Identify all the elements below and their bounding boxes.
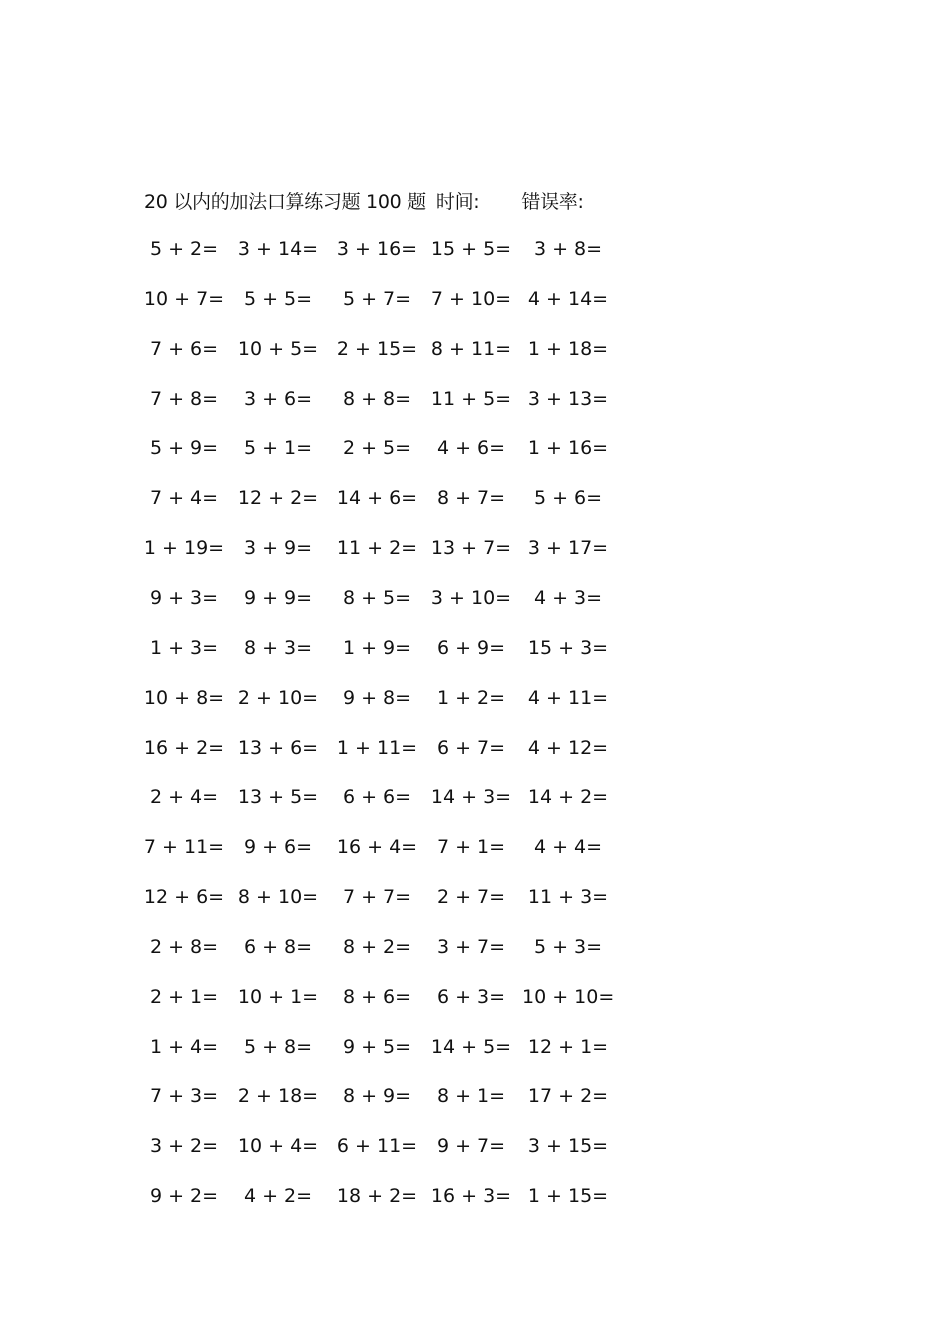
- problem-item: 1 + 19=: [143, 537, 225, 559]
- problem-item: 9 + 7=: [436, 1135, 506, 1157]
- problem-item: 5 + 5=: [243, 288, 313, 310]
- problem-item: 5 + 7=: [342, 288, 412, 310]
- problem-item: 7 + 4=: [149, 487, 219, 509]
- problem-item: 8 + 10=: [237, 886, 319, 908]
- problem-item: 6 + 6=: [342, 786, 412, 808]
- problem-item: 2 + 1=: [149, 986, 219, 1008]
- problem-item: 6 + 7=: [436, 737, 506, 759]
- problem-item: 6 + 3=: [436, 986, 506, 1008]
- problem-item: 13 + 7=: [430, 537, 512, 559]
- problem-item: 4 + 12=: [527, 737, 609, 759]
- problem-item: 11 + 2=: [336, 537, 418, 559]
- problem-item: 13 + 5=: [237, 786, 319, 808]
- problem-item: 14 + 6=: [336, 487, 418, 509]
- problem-item: 4 + 11=: [527, 687, 609, 709]
- problem-item: 10 + 1=: [237, 986, 319, 1008]
- problem-item: 12 + 6=: [143, 886, 225, 908]
- problem-item: 7 + 11=: [143, 836, 225, 858]
- problem-item: 12 + 1=: [527, 1036, 609, 1058]
- problem-item: 2 + 10=: [237, 687, 319, 709]
- problem-item: 1 + 4=: [149, 1036, 219, 1058]
- problem-item: 3 + 9=: [243, 537, 313, 559]
- problem-item: 3 + 14=: [237, 238, 319, 260]
- problem-item: 1 + 3=: [149, 637, 219, 659]
- problem-item: 3 + 13=: [527, 388, 609, 410]
- problem-item: 7 + 7=: [342, 886, 412, 908]
- problem-item: 9 + 2=: [149, 1185, 219, 1207]
- problem-item: 8 + 6=: [342, 986, 412, 1008]
- problem-item: 9 + 9=: [243, 587, 313, 609]
- problem-item: 2 + 8=: [149, 936, 219, 958]
- problem-item: 8 + 8=: [342, 388, 412, 410]
- problem-item: 3 + 2=: [149, 1135, 219, 1157]
- problem-item: 5 + 3=: [533, 936, 603, 958]
- problem-item: 3 + 15=: [527, 1135, 609, 1157]
- problem-item: 1 + 16=: [527, 437, 609, 459]
- problem-item: 14 + 5=: [430, 1036, 512, 1058]
- problem-item: 5 + 6=: [533, 487, 603, 509]
- problem-item: 15 + 3=: [527, 637, 609, 659]
- problem-item: 3 + 17=: [527, 537, 609, 559]
- problem-item: 3 + 16=: [336, 238, 418, 260]
- error-rate-label: 错误率:: [521, 190, 584, 213]
- problem-item: 10 + 5=: [237, 338, 319, 360]
- problem-item: 5 + 1=: [243, 437, 313, 459]
- problem-item: 7 + 1=: [436, 836, 506, 858]
- problem-item: 6 + 11=: [336, 1135, 418, 1157]
- problem-item: 8 + 1=: [436, 1085, 506, 1107]
- problem-item: 7 + 3=: [149, 1085, 219, 1107]
- problem-item: 7 + 6=: [149, 338, 219, 360]
- problem-item: 5 + 9=: [149, 437, 219, 459]
- problem-item: 10 + 4=: [237, 1135, 319, 1157]
- problem-item: 16 + 3=: [430, 1185, 512, 1207]
- problem-item: 10 + 7=: [143, 288, 225, 310]
- problem-item: 12 + 2=: [237, 487, 319, 509]
- problem-item: 7 + 8=: [149, 388, 219, 410]
- problem-item: 8 + 9=: [342, 1085, 412, 1107]
- problem-item: 5 + 2=: [149, 238, 219, 260]
- worksheet-title: 20 以内的加法口算练习题 100 题: [144, 190, 426, 213]
- problem-item: 4 + 14=: [527, 288, 609, 310]
- problem-item: 17 + 2=: [527, 1085, 609, 1107]
- problem-item: 11 + 3=: [527, 886, 609, 908]
- problem-item: 3 + 8=: [533, 238, 603, 260]
- problem-item: 4 + 3=: [533, 587, 603, 609]
- problem-item: 1 + 11=: [336, 737, 418, 759]
- problem-item: 9 + 3=: [149, 587, 219, 609]
- problem-item: 3 + 6=: [243, 388, 313, 410]
- problem-item: 14 + 3=: [430, 786, 512, 808]
- problem-item: 18 + 2=: [336, 1185, 418, 1207]
- problem-item: 4 + 6=: [436, 437, 506, 459]
- problem-item: 9 + 8=: [342, 687, 412, 709]
- problem-item: 8 + 5=: [342, 587, 412, 609]
- problem-item: 5 + 8=: [243, 1036, 313, 1058]
- problem-item: 8 + 11=: [430, 338, 512, 360]
- problem-item: 6 + 8=: [243, 936, 313, 958]
- problem-item: 7 + 10=: [430, 288, 512, 310]
- problem-item: 13 + 6=: [237, 737, 319, 759]
- problem-item: 1 + 15=: [527, 1185, 609, 1207]
- problem-item: 9 + 5=: [342, 1036, 412, 1058]
- problem-item: 2 + 18=: [237, 1085, 319, 1107]
- problem-item: 3 + 10=: [430, 587, 512, 609]
- problem-item: 6 + 9=: [436, 637, 506, 659]
- problem-item: 14 + 2=: [527, 786, 609, 808]
- time-label: 时间:: [435, 190, 480, 213]
- problem-item: 1 + 9=: [342, 637, 412, 659]
- problem-item: 1 + 18=: [527, 338, 609, 360]
- problem-item: 10 + 10=: [522, 986, 615, 1008]
- problem-item: 4 + 4=: [533, 836, 603, 858]
- problem-item: 9 + 6=: [243, 836, 313, 858]
- problem-item: 10 + 8=: [143, 687, 225, 709]
- problem-item: 2 + 7=: [436, 886, 506, 908]
- problem-item: 1 + 2=: [436, 687, 506, 709]
- problem-item: 3 + 7=: [436, 936, 506, 958]
- problem-item: 8 + 7=: [436, 487, 506, 509]
- problem-item: 8 + 2=: [342, 936, 412, 958]
- problem-item: 16 + 4=: [336, 836, 418, 858]
- problem-item: 4 + 2=: [243, 1185, 313, 1207]
- problem-item: 2 + 15=: [336, 338, 418, 360]
- problem-item: 11 + 5=: [430, 388, 512, 410]
- problem-item: 2 + 5=: [342, 437, 412, 459]
- problem-item: 15 + 5=: [430, 238, 512, 260]
- problem-item: 16 + 2=: [143, 737, 225, 759]
- problem-item: 2 + 4=: [149, 786, 219, 808]
- problem-item: 8 + 3=: [243, 637, 313, 659]
